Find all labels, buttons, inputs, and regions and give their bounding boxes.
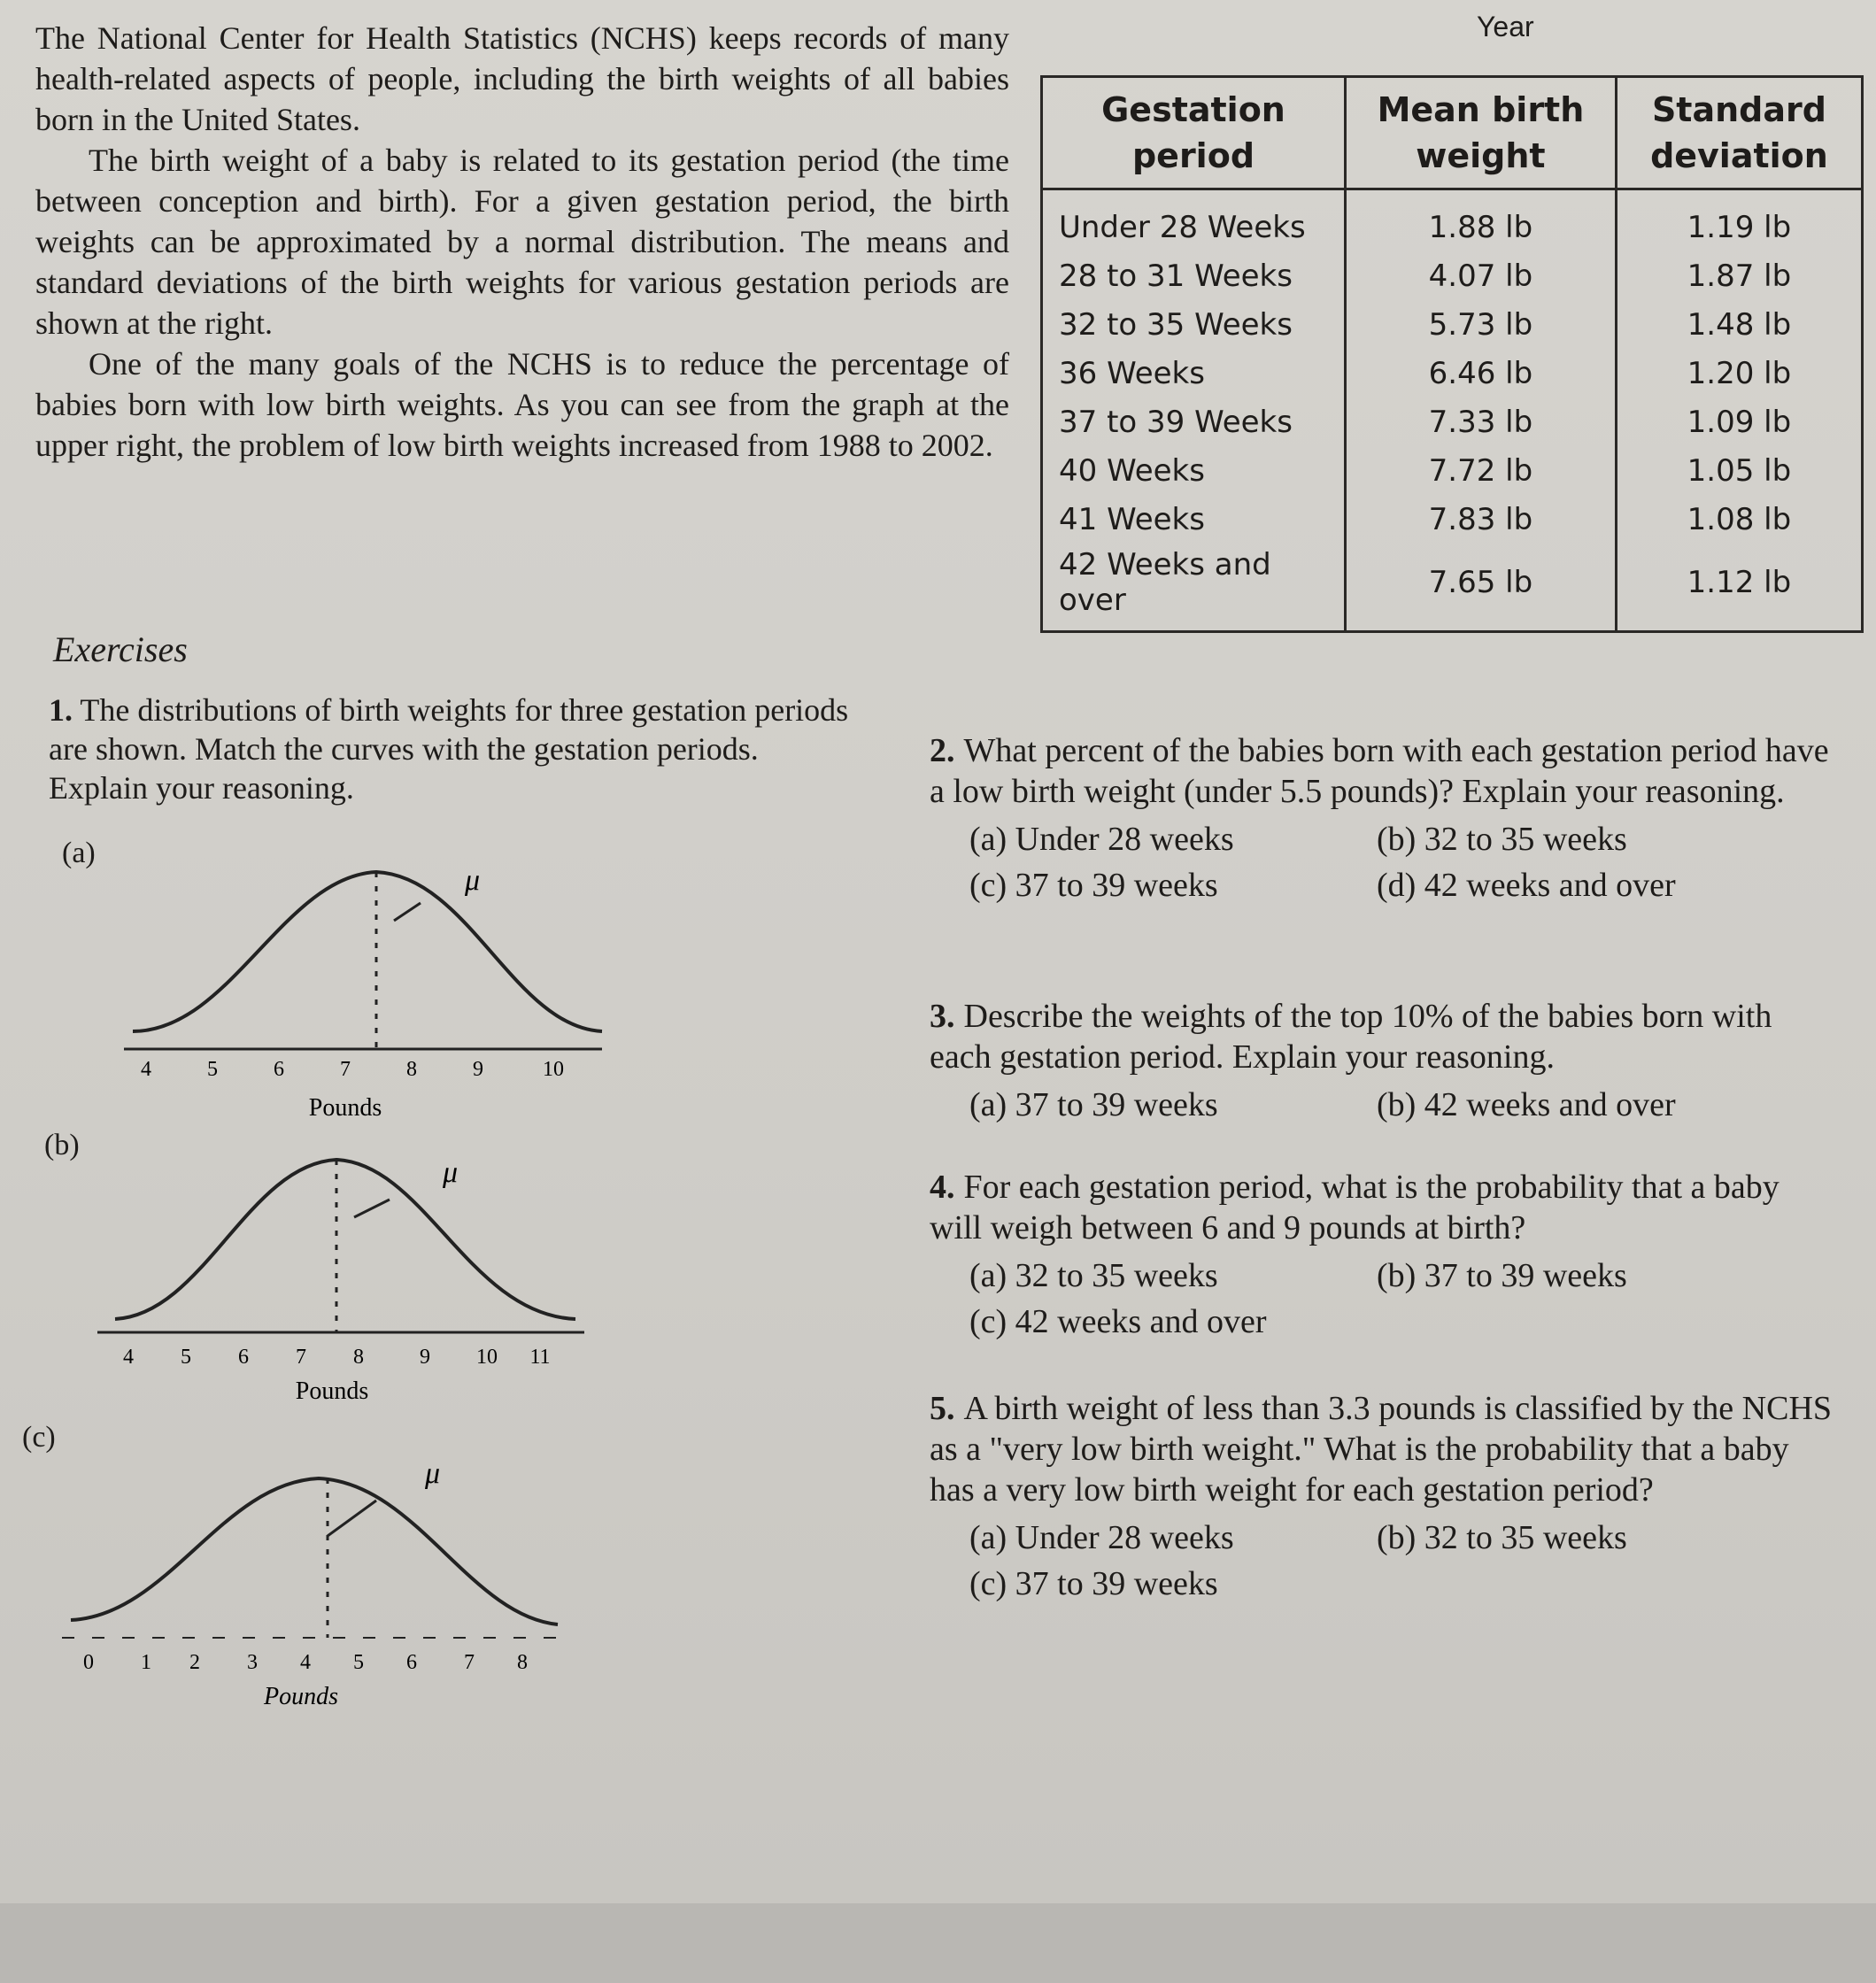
graph-b-tick: 4	[123, 1346, 134, 1369]
graph-b-xlabel: Pounds	[295, 1377, 369, 1405]
intro-paragraph-3: One of the many goals of the NCHS is to reduce the percentage of babies born with low birth weights. As you can see from the graph at the upper right, the problem of low birth weights increased from 1988 to 2002.	[35, 346, 1009, 463]
page-bottom-edge	[0, 1903, 1876, 1983]
table-cell: Under 28 Weeks	[1042, 189, 1346, 252]
table-row	[1042, 495, 1863, 544]
table-cell: 1.48 lb	[1616, 300, 1862, 349]
exercise-4-text: For each gestation period, what is the probability that a baby will weigh between 6 and 9 pounds at birth?	[930, 1169, 1779, 1246]
graph-a-tick: 6	[274, 1058, 284, 1081]
graph-b-mu-pointer	[354, 1200, 390, 1217]
intro-text	[35, 18, 1009, 466]
table-cell: 7.33 lb	[1345, 397, 1616, 446]
exercise-1	[49, 691, 859, 807]
graph-c-tick: 7	[464, 1651, 475, 1674]
table-cell: 1.08 lb	[1616, 495, 1862, 544]
graph-a-tick: 8	[406, 1058, 417, 1081]
exercise-5	[930, 1388, 1833, 1604]
graph-c-tick: 8	[517, 1651, 528, 1674]
table-row	[1042, 544, 1863, 632]
table-row	[1042, 300, 1863, 349]
exercise-5-number: 5.	[930, 1390, 955, 1427]
graph-c-label: (c)	[22, 1421, 56, 1454]
exercise-5-option: (b) 32 to 35 weeks	[1377, 1519, 1627, 1556]
table-row	[1042, 446, 1863, 495]
graph-a-mu-pointer	[394, 903, 421, 921]
graph-a-mu: μ	[465, 864, 481, 897]
table-cell: 1.20 lb	[1616, 349, 1862, 397]
graph-a	[124, 850, 620, 1124]
graph-a-tick: 9	[473, 1058, 483, 1081]
exercise-2-text: What percent of the babies born with each gestation period have a low birth weight (under 5.5 pounds)? Explain your reasoning.	[930, 732, 1829, 810]
intro-paragraph-2: The birth weight of a baby is related to its gestation period (the time between conception and birth). For a given gestation period, the birth weights can be approximated by a normal distribution. The means and standard deviations of the birth weights for various gestation periods are shown at the right.	[35, 143, 1009, 341]
exercise-1-text: The distributions of birth weights for three gestation periods are shown. Match the curves with the gestation periods. Explain your reasoning.	[49, 692, 849, 806]
graph-a-tick: 4	[141, 1058, 151, 1081]
graph-c-tick: 5	[353, 1651, 364, 1674]
table-cell: 7.65 lb	[1345, 544, 1616, 632]
graph-b-tick: 9	[420, 1346, 430, 1369]
header-mean: Mean birth weight	[1345, 77, 1616, 189]
table-row	[1042, 189, 1863, 252]
exercise-4-option: (b) 37 to 39 weeks	[1377, 1257, 1627, 1294]
graph-c-xlabel: Pounds	[264, 1683, 338, 1710]
exercise-5-options	[969, 1517, 1833, 1604]
exercise-1-number: 1.	[49, 692, 73, 728]
graph-c-tick: 2	[189, 1651, 200, 1674]
exercise-2-option: (b) 32 to 35 weeks	[1377, 821, 1627, 858]
table-cell: 42 Weeks and over	[1042, 544, 1346, 632]
table-cell: 40 Weeks	[1042, 446, 1346, 495]
table-cell: 1.19 lb	[1616, 189, 1862, 252]
table-row	[1042, 349, 1863, 397]
table-cell: 37 to 39 Weeks	[1042, 397, 1346, 446]
graph-a-xlabel: Pounds	[308, 1094, 382, 1122]
table-cell: 32 to 35 Weeks	[1042, 300, 1346, 349]
graph-c-curve	[71, 1478, 558, 1624]
exercise-4	[930, 1167, 1833, 1342]
exercise-5-option: (a) Under 28 weeks	[969, 1519, 1234, 1556]
table-cell: 5.73 lb	[1345, 300, 1616, 349]
graph-a-tick: 10	[543, 1058, 564, 1081]
graph-c-mu-pointer	[328, 1501, 376, 1536]
graph-b-tick: 8	[353, 1346, 364, 1369]
table-cell: 41 Weeks	[1042, 495, 1346, 544]
graph-c-tick: 1	[141, 1651, 151, 1674]
exercise-4-option: (a) 32 to 35 weeks	[969, 1257, 1218, 1294]
exercise-3-options	[969, 1084, 1833, 1125]
exercise-3-option: (b) 42 weeks and over	[1377, 1086, 1676, 1123]
exercise-2-option: (a) Under 28 weeks	[969, 821, 1234, 858]
exercise-2-option: (c) 37 to 39 weeks	[969, 867, 1218, 904]
table-cell: 6.46 lb	[1345, 349, 1616, 397]
exercise-2	[930, 730, 1833, 906]
graph-b	[97, 1142, 593, 1408]
table-row	[1042, 397, 1863, 446]
table-cell: 1.12 lb	[1616, 544, 1862, 632]
graph-year-label: Year	[1477, 11, 1534, 42]
exercise-2-number: 2.	[930, 732, 955, 769]
table-header-row	[1042, 77, 1863, 189]
table-cell: 7.83 lb	[1345, 495, 1616, 544]
graph-b-mu: μ	[443, 1156, 459, 1189]
graph-b-tick: 10	[476, 1346, 498, 1369]
graph-c	[62, 1434, 575, 1717]
graph-c-tick: 6	[406, 1651, 417, 1674]
graph-b-label: (b)	[44, 1129, 80, 1161]
graph-a-curve	[133, 872, 602, 1031]
graph-b-tick: 5	[181, 1346, 191, 1369]
graph-c-tick: 3	[247, 1651, 258, 1674]
graph-c-tick: 0	[83, 1651, 94, 1674]
graph-a-tick: 5	[207, 1058, 218, 1081]
graph-c-tick: 4	[300, 1651, 311, 1674]
exercise-3	[930, 996, 1833, 1125]
table-cell: 28 to 31 Weeks	[1042, 251, 1346, 300]
table-cell: 1.09 lb	[1616, 397, 1862, 446]
table-cell: 4.07 lb	[1345, 251, 1616, 300]
exercise-3-number: 3.	[930, 998, 955, 1035]
graph-b-tick: 6	[238, 1346, 249, 1369]
table-cell: 36 Weeks	[1042, 349, 1346, 397]
graph-c-mu: μ	[425, 1457, 441, 1490]
exercises-heading: Exercises	[53, 629, 188, 669]
table-cell: 1.05 lb	[1616, 446, 1862, 495]
table-cell: 1.88 lb	[1345, 189, 1616, 252]
table-cell: 1.87 lb	[1616, 251, 1862, 300]
table-row	[1042, 251, 1863, 300]
graph-b-tick: 11	[529, 1346, 551, 1369]
exercise-2-option: (d) 42 weeks and over	[1377, 867, 1676, 904]
intro-paragraph-1: The National Center for Health Statistics (NCHS) keeps records of many health-related aspects of people, including the birth weights of all babies born in the United States.	[35, 20, 1009, 137]
exercise-2-options	[969, 819, 1833, 906]
exercise-3-text: Describe the weights of the top 10% of the babies born with each gestation period. Explain your reasoning.	[930, 998, 1772, 1076]
graph-a-label: (a)	[62, 837, 96, 869]
table-cell: 7.72 lb	[1345, 446, 1616, 495]
header-sd: Standard deviation	[1616, 77, 1862, 189]
graph-a-tick: 7	[340, 1058, 351, 1081]
exercise-5-option: (c) 37 to 39 weeks	[969, 1565, 1218, 1602]
exercise-4-option: (c) 42 weeks and over	[969, 1303, 1267, 1340]
birth-weight-table	[1040, 75, 1864, 633]
exercise-4-options	[969, 1255, 1833, 1342]
graph-b-curve	[115, 1160, 575, 1319]
header-gestation: Gestation period	[1042, 77, 1346, 189]
exercise-4-number: 4.	[930, 1169, 955, 1206]
graph-b-tick: 7	[296, 1346, 306, 1369]
exercise-3-option: (a) 37 to 39 weeks	[969, 1086, 1218, 1123]
exercise-5-text: A birth weight of less than 3.3 pounds is classified by the NCHS as a "very low birth weight." What is the probability that a baby has a very low birth weight for each gestation period?	[930, 1390, 1833, 1508]
